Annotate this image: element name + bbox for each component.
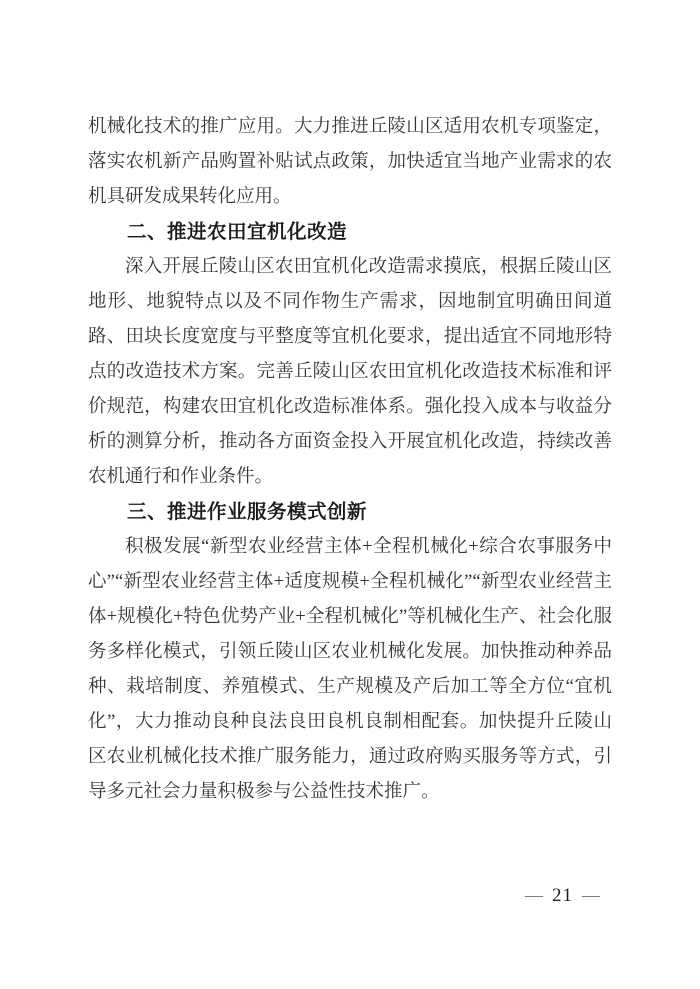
section-heading-2: 二、推进农田宜机化改造 <box>127 221 348 243</box>
section-heading-3: 三、推进作业服务模式创新 <box>127 501 368 523</box>
paragraph-continuation: 机械化技术的推广应用。大力推进丘陵山区适用农机专项鉴定，落实农机新产品购置补贴试点政策，加快适宜当地产业需求的农机具研发成果转化应用。 <box>88 117 612 207</box>
document-body <box>88 110 612 810</box>
page-footer <box>525 882 600 910</box>
page-number: 21 <box>552 885 573 906</box>
footer-dash-right: — <box>582 885 600 905</box>
footer-dash-left: — <box>525 885 543 905</box>
paragraph-section-2: 深入开展丘陵山区农田宜机化改造需求摸底，根据丘陵山区地形、地貌特点以及不同作物生产需求，因地制宜明确田间道路、田块长度宽度与平整度等宜机化要求，提出适宜不同地形特点的改造技术方案。完善丘陵山区农田宜机化改造技术标准和评价规范，构建农田宜机化改造标准体系。强化投入成本与收益分析的测算分析，推动各方面资金投入开展宜机化改造，持续改善农机通行和作业条件。 <box>88 257 612 487</box>
paragraph-section-3: 积极发展“新型农业经营主体+全程机械化+综合农事服务中心”“新型农业经营主体+适度规模+全程机械化”“新型农业经营主体+规模化+特色优势产业+全程机械化”等机械化生产、社会化服务多样化模式，引领丘陵山区农业机械化发展。加快推动种养品种、栽培制度、养殖模式、生产规模及产后加工等全方位“宜机化”，大力推动良种良法良田良机良制相配套。加快提升丘陵山区农业机械化技术推广服务能力，通过政府购买服务等方式，引导多元社会力量积极参与公益性技术推广。 <box>88 537 612 802</box>
